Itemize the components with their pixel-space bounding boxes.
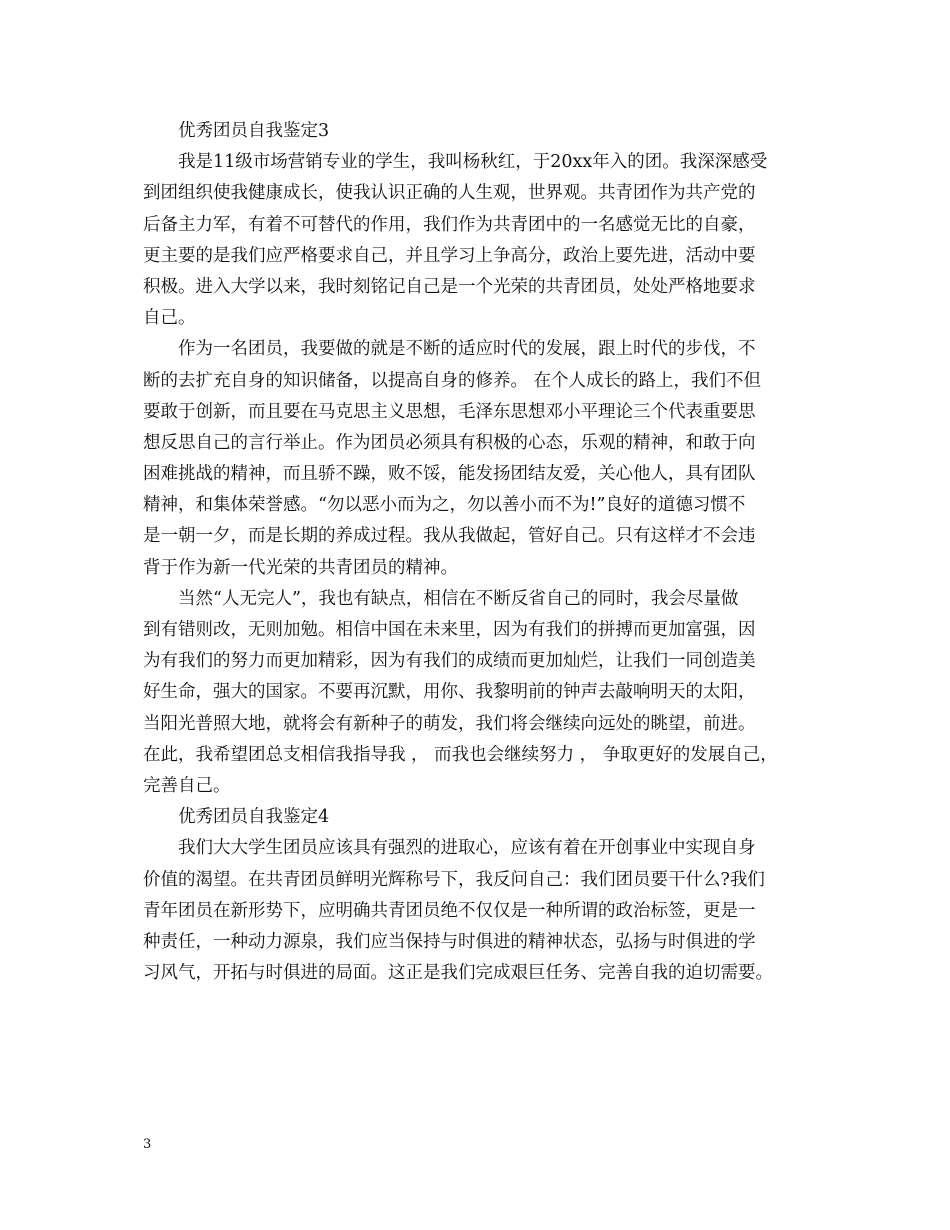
text-line: 为有我们的努力而更加精彩，因为有我们的成绩而更加灿烂，让我们一同创造美 bbox=[143, 651, 756, 672]
text-line: 种责任，一种动力源泉，我们应当保持与时俱进的精神状态，弘扬与时俱进的学 bbox=[143, 931, 756, 952]
text-line: 好生命，强大的国家。不要再沉默，用你、我黎明前的钟声去敲响明天的太阳， bbox=[143, 682, 756, 703]
text-line: 自己。 bbox=[143, 308, 196, 329]
text-line: 青年团员在新形势下，应明确共青团员绝不仅仅是一种所谓的政治标签，更是一 bbox=[143, 900, 756, 921]
text-line: 断的去扩充自身的知识储备，以提高自身的修养。 在个人成长的路上，我们不但 bbox=[143, 370, 762, 391]
text-line: 当然“人无完人”，我也有缺点，相信在不断反省自己的同时，我会尽量做 bbox=[178, 588, 739, 609]
page-number: 3 bbox=[143, 1137, 152, 1152]
text-line: 要敢于创新，而且要在马克思主义思想，毛泽东思想邓小平理论三个代表重要思 bbox=[143, 401, 756, 422]
text-line: 我是11级市场营销专业的学生，我叫杨秋红，于20xx年入的团。我深深感受 bbox=[178, 152, 768, 173]
text-line: 精神，和集体荣誉感。“勿以恶小而为之，勿以善小而不为!”良好的道德习惯不 bbox=[143, 495, 746, 516]
text-line: 优秀团员自我鉴定3 bbox=[178, 121, 330, 141]
text-line: 到有错则改，无则加勉。相信中国在未来里，因为有我们的拼搏而更加富强，因 bbox=[143, 620, 756, 640]
text-line: 作为一名团员，我要做的就是不断的适应时代的发展，跟上时代的步伐，不 bbox=[178, 339, 756, 360]
text-line: 是一朝一夕，而是长期的养成过程。我从我做起，管好自己。只有这样才不会违 bbox=[143, 526, 756, 547]
text-line: 想反思自己的言行举止。作为团员必须具有积极的心态，乐观的精神，和敢于向 bbox=[143, 432, 756, 453]
document-body bbox=[143, 116, 823, 989]
text-line: 优秀团员自我鉴定4 bbox=[178, 807, 330, 828]
text-line: 到团组织使我健康成长，使我认识正确的人生观，世界观。共青团作为共产党的 bbox=[143, 183, 756, 204]
text-line: 当阳光普照大地，就将会有新种子的萌发，我们将会继续向远处的眺望，前进。 bbox=[143, 713, 756, 734]
text-line: 我们大大学生团员应该具有强烈的进取心，应该有着在开创事业中实现自身 bbox=[178, 838, 756, 859]
text-line: 更主要的是我们应严格要求自己，并且学习上争高分，政治上要先进，活动中要 bbox=[143, 245, 756, 266]
text-line: 困难挑战的精神，而且骄不躁，败不馁，能发扬团结友爱，关心他人，具有团队 bbox=[143, 464, 756, 485]
text-line: 后备主力军，有着不可替代的作用，我们作为共青团中的一名感觉无比的自豪， bbox=[143, 214, 756, 235]
text-line: 习风气，开拓与时俱进的局面。这正是我们完成艰巨任务、完善自我的迫切需要。 bbox=[143, 963, 773, 984]
text-line: 积极。进入大学以来，我时刻铭记自己是一个光荣的共青团员，处处严格地要求 bbox=[143, 276, 756, 297]
text-line: 在此，我希望团总支相信我指导我 ， 而我也会继续努力 ， 争取更好的发展自己， bbox=[143, 744, 778, 765]
text-line: 背于作为新一代光荣的共青团员的精神。 bbox=[143, 557, 458, 578]
text-line: 完善自己。 bbox=[143, 775, 231, 796]
text-line: 价值的渴望。在共青团员鲜明光辉称号下，我反问自己：我们团员要干什么?我们 bbox=[143, 869, 765, 890]
